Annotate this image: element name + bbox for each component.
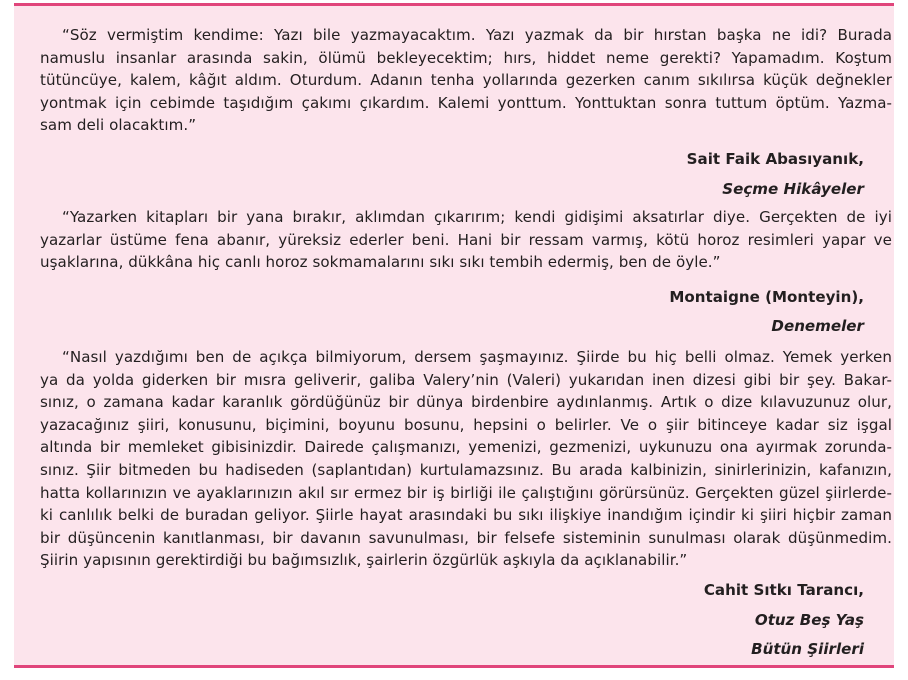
quote-1-work <box>722 178 864 200</box>
quote-2-line: “Yazarken kitapları bir yana bırakır, aklımdan çıkarırım; kendi gidişimi aksatırlar diye. Gerçekten de iyi <box>62 208 892 226</box>
quote-1-line: yontmak için cebimde taşıdığım çakımı çıkardım. Kalemi yonttum. Yonttuktan sonra tuttum öptüm. Yazma- <box>40 93 892 112</box>
quote-3 <box>40 346 892 572</box>
quote-2-work <box>771 315 864 337</box>
quote-3-line: yazacağınız şiiri, konusunu, biçimini, boyunu bosunu, hepsini o belirler. Ve o şiir bitinceye kadar siz işgal <box>40 415 892 434</box>
quote-1-author: Sait Faik Abasıyanık, <box>686 150 864 168</box>
quote-1-work-title: Seçme Hikâyeler <box>722 180 864 198</box>
quote-2 <box>40 206 892 274</box>
quote-3-line: altında bir memleket gibisinizdir. Dairede çalışmanızı, yemenizi, gezmenizi, uykunuzu ona ayırmak zorunda- <box>40 438 892 457</box>
quote-3-line: hatta kollarınızın ve ayaklarınızın akıl sır ermez bir iş birliği ile çalıştığını görürsünüz. Gerçekten güzel şiirlerde- <box>40 483 892 502</box>
quote-2-work-title: Denemeler <box>771 317 864 335</box>
quote-panel <box>14 3 894 668</box>
quote-3-line: ya da yolda giderken bir mısra geliverir, galiba Valery’nin (Valeri) yukarıdan inen dizesi gibi bir şey. Bakar- <box>40 370 892 389</box>
quote-3-work-title: Bütün Şiirleri <box>751 640 864 658</box>
quote-1-line: sam deli olacaktım.” <box>40 116 197 135</box>
quote-3-author: Cahit Sıtkı Tarancı, <box>703 581 864 599</box>
quote-3-line: sınız, o zamana kadar karanlık gördüğünüz bir dünya birdenbire aydınlanmış. Artık o dize kılavuzunuz olur, <box>40 393 892 412</box>
quote-2-line: yazarlar üstüme fena abanır, yüreksiz ederler beni. Hani bir ressam varmış, kötü horoz resimleri yapar ve <box>40 230 892 249</box>
quote-2-line: uşaklarına, dükkâna hiç canlı horoz sokmamalarını sıkı sıkı tembih edermiş, ben de öyle.” <box>40 253 721 272</box>
quote-1-line: tütüncüye, kalem, kâğıt aldım. Oturdum. Adanın tenha yollarında gezerken canım sıkılırsa küçük değnekler <box>40 71 892 90</box>
quote-2-author: Montaigne (Monteyin), <box>669 288 864 306</box>
quote-3-line: sınız. Şiir bitmeden bu hadiseden (saplantıdan) kurtulamazsınız. Bu arada kalbinizin, sinirlerinizin, kafanızın, <box>40 460 892 479</box>
quote-1-source <box>687 148 864 170</box>
quote-2-source <box>669 286 864 308</box>
quote-3-work-title: Otuz Beş Yaş <box>754 611 864 629</box>
quote-3-line: Şiirin yapısının gerektirdiği bu bağımsızlık, şairlerin özgürlük aşkıyla da açıklanabilir.” <box>40 551 688 570</box>
quote-3-line: bir düşüncenin kanıtlanması, bir davanın savunulması, bir felsefe sisteminin sunulması olarak düşünmedim. <box>40 528 892 547</box>
quote-1-line: “Söz vermiştim kendime: Yazı bile yazmayacaktım. Yazı yazmak da bir hırstan başka ne idi? Burada <box>62 26 892 44</box>
quote-3-work <box>755 609 864 631</box>
quote-1-line: namuslu insanlar arasında sakin, ölümü bekleyecektim; hırs, hiddet neme gerekti? Yapamadım. Koştum <box>40 48 892 67</box>
quote-3-work <box>751 638 864 660</box>
quote-3-source <box>704 579 864 601</box>
quote-3-line: ki canlılık belki de buradan geliyor. Şiirle hayat arasındaki bu sıkı ilişkiye inandığım içindir ki şiiri hiçbir zaman <box>40 506 892 525</box>
quote-3-line: “Nasıl yazdığımı ben de açıkça bilmiyorum, dersem şaşmayınız. Şiirde bu hiç belli olmaz. Yemek yerken <box>62 348 892 366</box>
quote-1 <box>40 24 892 137</box>
